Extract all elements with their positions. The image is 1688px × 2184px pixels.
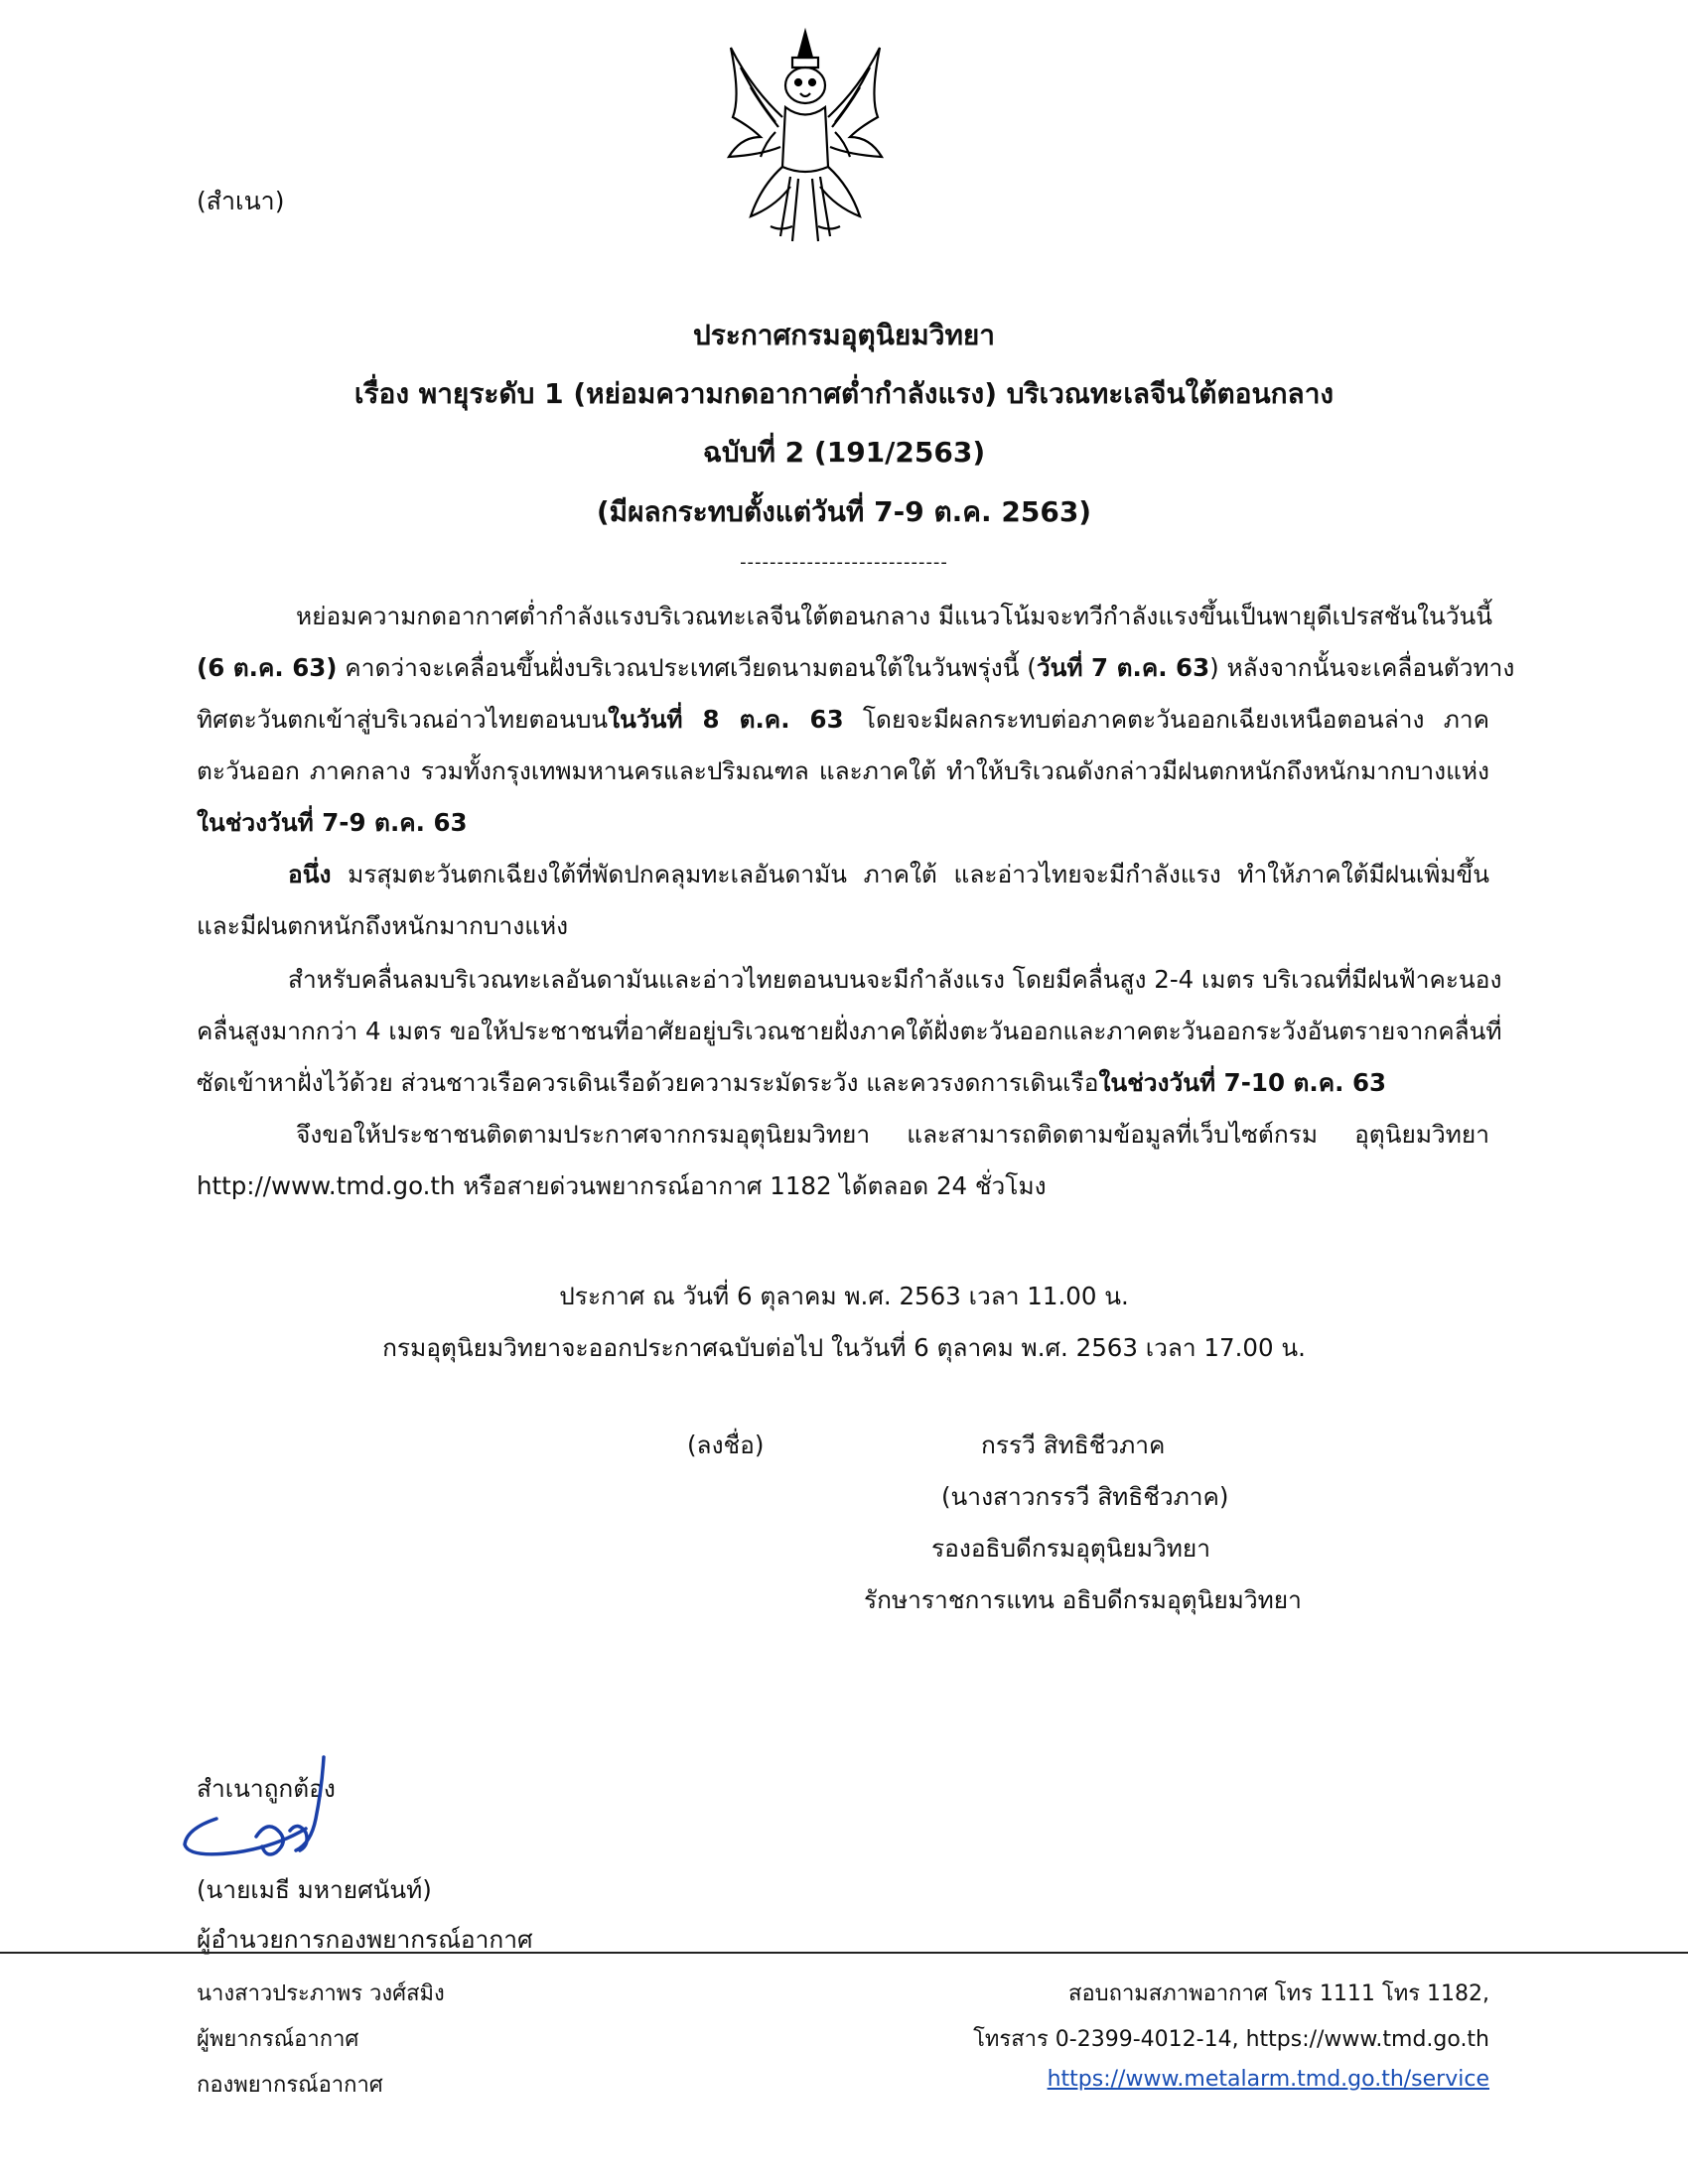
announcement-issue-number: ฉบับที่ 2 (191/2563) bbox=[702, 436, 986, 469]
announcement-effective-dates: (มีผลกระทบตั้งแต่วันที่ 7-9 ต.ค. 2563) bbox=[596, 495, 1092, 528]
footer-forecaster-name: นางสาวประภาพร วงศ์สมิง bbox=[197, 1981, 445, 2006]
announcement-subject: เรื่อง พายุระดับ 1 (หย่อมความกดอากาศต่ำกำลังแรง) บริเวณทะเลจีนใต้ตอนกลาง bbox=[353, 377, 1335, 410]
footer-contact-fax: โทรสาร 0-2399-4012-14, https://www.tmd.go.th bbox=[973, 2027, 1489, 2052]
body-p3-line1: สำหรับคลื่นลมบริเวณทะเลอันดามันและอ่าวไทยตอนบนจะมีกำลังแรง โดยมีคลื่นสูง 2-4 เมตร บริเวณที่มีฝนฟ้าคะนอง bbox=[288, 965, 1502, 994]
signer-name: กรรวี สิทธิชีวภาค bbox=[981, 1431, 1166, 1459]
body-p1-line4: ตะวันออก ภาคกลาง รวมทั้งกรุงเทพมหานครและปริมณฑล และภาคใต้ ทำให้บริเวณดังกล่าวมีฝนตกหนักถึงหนักมากบางแห่ง bbox=[197, 756, 1489, 785]
footer-division: กองพยากรณ์อากาศ bbox=[197, 2073, 383, 2098]
copy-mark: (สำเนา) bbox=[197, 187, 285, 215]
next-announcement: กรมอุตุนิยมวิทยาจะออกประกาศฉบับต่อไป ในวันที่ 6 ตุลาคม พ.ศ. 2563 เวลา 17.00 น. bbox=[382, 1333, 1306, 1362]
footer-divider bbox=[0, 1952, 1688, 1954]
title-divider: ---------------------------- bbox=[740, 552, 948, 573]
footer-service-link[interactable]: https://www.metalarm.tmd.go.th/service bbox=[1047, 2067, 1489, 2092]
footer-forecaster-title: ผู้พยากรณ์อากาศ bbox=[197, 2027, 359, 2052]
body-p3-line2: คลื่นสูงมากกว่า 4 เมตร ขอให้ประชาชนที่อาศัยอยู่บริเวณชายฝั่งภาคใต้ฝั่งตะวันออกและภาคตะวันออกระวังอันตรายจากคลื่นที่ bbox=[197, 1017, 1502, 1045]
body-p1-line3: ทิศตะวันตกเข้าสู่บริเวณอ่าวไทยตอนบนในวันที่ 8 ต.ค. 63 โดยจะมีผลกระทบต่อภาคตะวันออกเฉียงเหนือตอนล่าง ภาค bbox=[197, 705, 1490, 734]
announce-date: ประกาศ ณ วันที่ 6 ตุลาคม พ.ศ. 2563 เวลา 11.00 น. bbox=[559, 1282, 1129, 1310]
body-p4-line2: http://www.tmd.go.th หรือสายด่วนพยากรณ์อากาศ 1182 ได้ตลอด 24 ชั่วโมง bbox=[197, 1171, 1047, 1200]
footer-contact-phone: สอบถามสภาพอากาศ โทร 1111 โทร 1182, bbox=[1068, 1981, 1489, 2006]
signer-position: รองอธิบดีกรมอุตุนิยมวิทยา bbox=[931, 1534, 1211, 1563]
body-p2-line1: อนึ่ง มรสุมตะวันตกเฉียงใต้ที่พัดปกคลุมทะเลอันดามัน ภาคใต้ และอ่าวไทยจะมีกำลังแรง ทำให้ภาคใต้มีฝนเพิ่มขึ้น bbox=[288, 860, 1489, 888]
body-p4-line1: จึงขอให้ประชาชนติดตามประกาศจากกรมอุตุนิยมวิทยา และสามารถติดตามข้อมูลที่เว็บไซต์กรม อุตุนิยมวิทยา bbox=[296, 1120, 1489, 1149]
handwritten-signature bbox=[177, 1749, 355, 1888]
signer-acting-position: รักษาราชการแทน อธิบดีกรมอุตุนิยมวิทยา bbox=[864, 1585, 1302, 1614]
body-p1-line2: (6 ต.ค. 63) คาดว่าจะเคลื่อนขึ้นฝั่งบริเวณประเทศเวียดนามตอนใต้ในวันพรุ่งนี้ (วันที่ 7 ต.ค. 63) หลังจากนั้นจะเคลื่อนตัวทาง bbox=[197, 653, 1515, 682]
body-p3-line3: ซัดเข้าหาฝั่งไว้ด้วย ส่วนชาวเรือควรเดินเรือด้วยความระมัดระวัง และควรงดการเดินเรือในช่วงวันที่ 7-10 ต.ค. 63 bbox=[197, 1068, 1387, 1097]
body-p2-line2: และมีฝนตกหนักถึงหนักมากบางแห่ง bbox=[197, 911, 569, 940]
announcement-title: ประกาศกรมอุตุนิยมวิทยา bbox=[692, 319, 996, 351]
certifier-name: (นายเมธี มหายศนันท์) bbox=[197, 1875, 432, 1904]
signed-label: (ลงชื่อ) bbox=[687, 1431, 765, 1459]
body-p1-line5: ในช่วงวันที่ 7-9 ต.ค. 63 bbox=[197, 808, 468, 837]
body-p1-line1: หย่อมความกดอากาศต่ำกำลังแรงบริเวณทะเลจีนใต้ตอนกลาง มีแนวโน้มจะทวีกำลังแรงขึ้นเป็นพายุดีเปรสชันในวันนี้ bbox=[296, 602, 1493, 630]
certified-copy-label: สำเนาถูกต้อง bbox=[197, 1774, 336, 1803]
garuda-emblem-icon bbox=[721, 28, 890, 248]
signer-full-name: (นางสาวกรรวี สิทธิชีวภาค) bbox=[941, 1482, 1229, 1511]
certifier-title: ผู้อำนวยการกองพยากรณ์อากาศ bbox=[197, 1925, 533, 1954]
